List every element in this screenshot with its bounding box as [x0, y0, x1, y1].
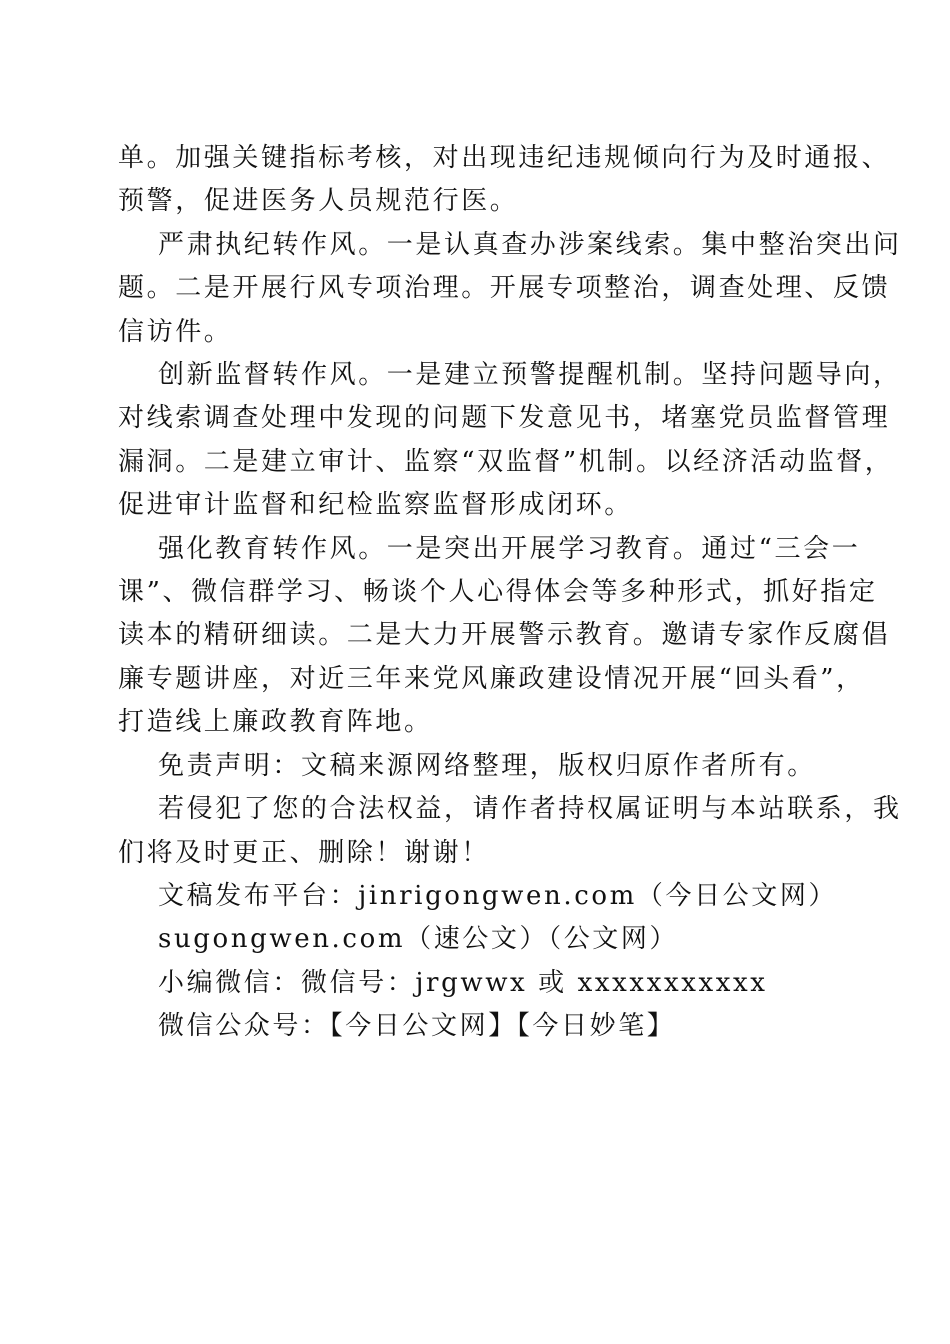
disclaimer-paragraph: [118, 745, 838, 788]
text-line: 预警，促进医务人员规范行医。: [118, 186, 519, 217]
text-line: 读本的精研细读。二是大力开展警示教育。邀请专家作反腐倡: [118, 620, 891, 651]
text-line: 免责声明：文稿来源网络整理，版权归原作者所有。: [158, 750, 816, 781]
document-body: [118, 137, 902, 1049]
paragraph-innovative-supervision: [118, 354, 902, 528]
text-line: 题。二是开展行风专项治理。开展专项整治，调查处理、反馈: [118, 273, 891, 304]
paragraph-continued-supervision: [118, 137, 891, 224]
text-line: 单。加强关键指标考核，对出现违纪违规倾向行为及时通报、: [118, 143, 891, 173]
text-line: 严肃执纪转作风。一是认真查办涉案线索。集中整治突出问: [158, 229, 902, 260]
publish-platform-paragraph: [118, 875, 838, 918]
text-line: 们将及时更正、删除！谢谢！: [118, 837, 490, 868]
text-line: 打造线上廉政教育阵地。: [118, 707, 433, 738]
text-line: 廉专题讲座，对近三年来党风廉政建设情况开展“回头看”，: [118, 663, 865, 694]
text-line: 创新监督转作风。一是建立预警提醒机制。坚持问题导向，: [158, 360, 902, 391]
text-line: 课”、微信群学习、畅谈个人心得体会等多种形式，抓好指定: [118, 577, 878, 608]
sugongwen-paragraph: [118, 918, 838, 961]
text-line: sugongwen.com（速公文）（公文网）: [158, 924, 679, 955]
text-line: 强化教育转作风。一是突出开展学习教育。通过“三会一: [158, 533, 861, 564]
text-line: 文稿发布平台：jinrigongwen.com（今日公文网）: [158, 880, 838, 911]
text-line: 促进审计监督和纪检监察监督形成闭环。: [118, 490, 633, 521]
text-line: 漏洞。二是建立审计、监察“双监督”机制。以经济活动监督，: [118, 446, 894, 477]
editor-wechat-paragraph: [118, 962, 838, 1005]
wechat-official-account-paragraph: [118, 1005, 838, 1048]
text-line: 信访件。: [118, 316, 233, 347]
paragraph-strict-discipline: [118, 224, 902, 354]
paragraph-strengthen-education: [118, 528, 891, 745]
infringement-notice-paragraph: [118, 788, 902, 875]
text-line: 小编微信：微信号：jrgwwx 或 xxxxxxxxxxx: [158, 967, 768, 998]
text-line: 若侵犯了您的合法权益，请作者持权属证明与本站联系，我: [158, 794, 902, 825]
text-line: 微信公众号：【今日公文网】【今日妙笔】: [158, 1011, 676, 1042]
text-line: 对线索调查处理中发现的问题下发意见书，堵塞党员监督管理: [118, 403, 891, 434]
